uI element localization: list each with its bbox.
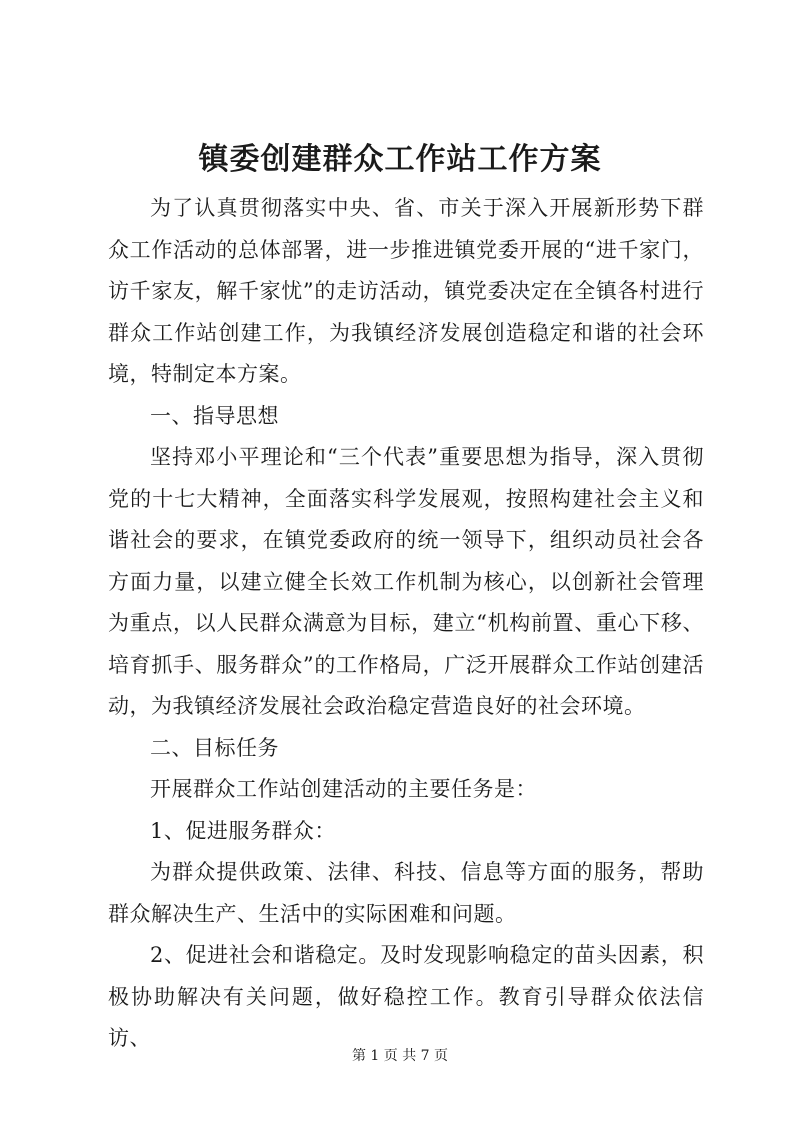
section-heading-guiding-thought: 一、指导思想 [150, 403, 279, 428]
paragraph-main-tasks: 开展群众工作站创建活动的主要任务是： [150, 777, 537, 801]
document-title: 镇委创建群众工作站工作方案 [198, 142, 602, 177]
task-item-1-heading: 1、促进服务群众： [150, 818, 336, 843]
paragraph-guiding-thought: 坚持邓小平理论和“三个代表”重要思想为指导，深入贯彻党的十七大精神，全面落实科学发展观，按照构建社会主义和谐社会的要求，在镇党委政府的统一领导下，组织动员社会各方面力量，以建立健全长效工作机制为核心，以创新社会管理为重点，以人民群众满意为目标，建立“机构前置、重心下移、培育抓手、服务群众”的工作格局，广泛开展群众工作站创建活动，为我镇经济发展社会政治稳定营造良好的社会环境。 [108, 445, 704, 718]
page-footer: 第 1 页 共 7 页 [351, 1048, 449, 1064]
paragraph-intro: 为了认真贯彻落实中央、省、市关于深入开展新形势下群众工作活动的总体部署，进一步推进镇党委开展的“进千家门，访千家友，解千家忧”的走访活动，镇党委决定在全镇各村进行群众工作站创建工作，为我镇经济发展创造稳定和谐的社会环境，特制定本方案。 [108, 196, 704, 386]
task-item-1-text: 为群众提供政策、法律、科技、信息等方面的服务，帮助群众解决生产、生活中的实际困难和问题。 [108, 860, 704, 926]
section-heading-objectives: 二、目标任务 [150, 735, 279, 760]
task-item-2-text: 2、促进社会和谐稳定。及时发现影响稳定的苗头因素，积极协助解决有关问题，做好稳控工作。教育引导群众依法信访、 [108, 943, 704, 1050]
document-body [108, 188, 704, 1060]
